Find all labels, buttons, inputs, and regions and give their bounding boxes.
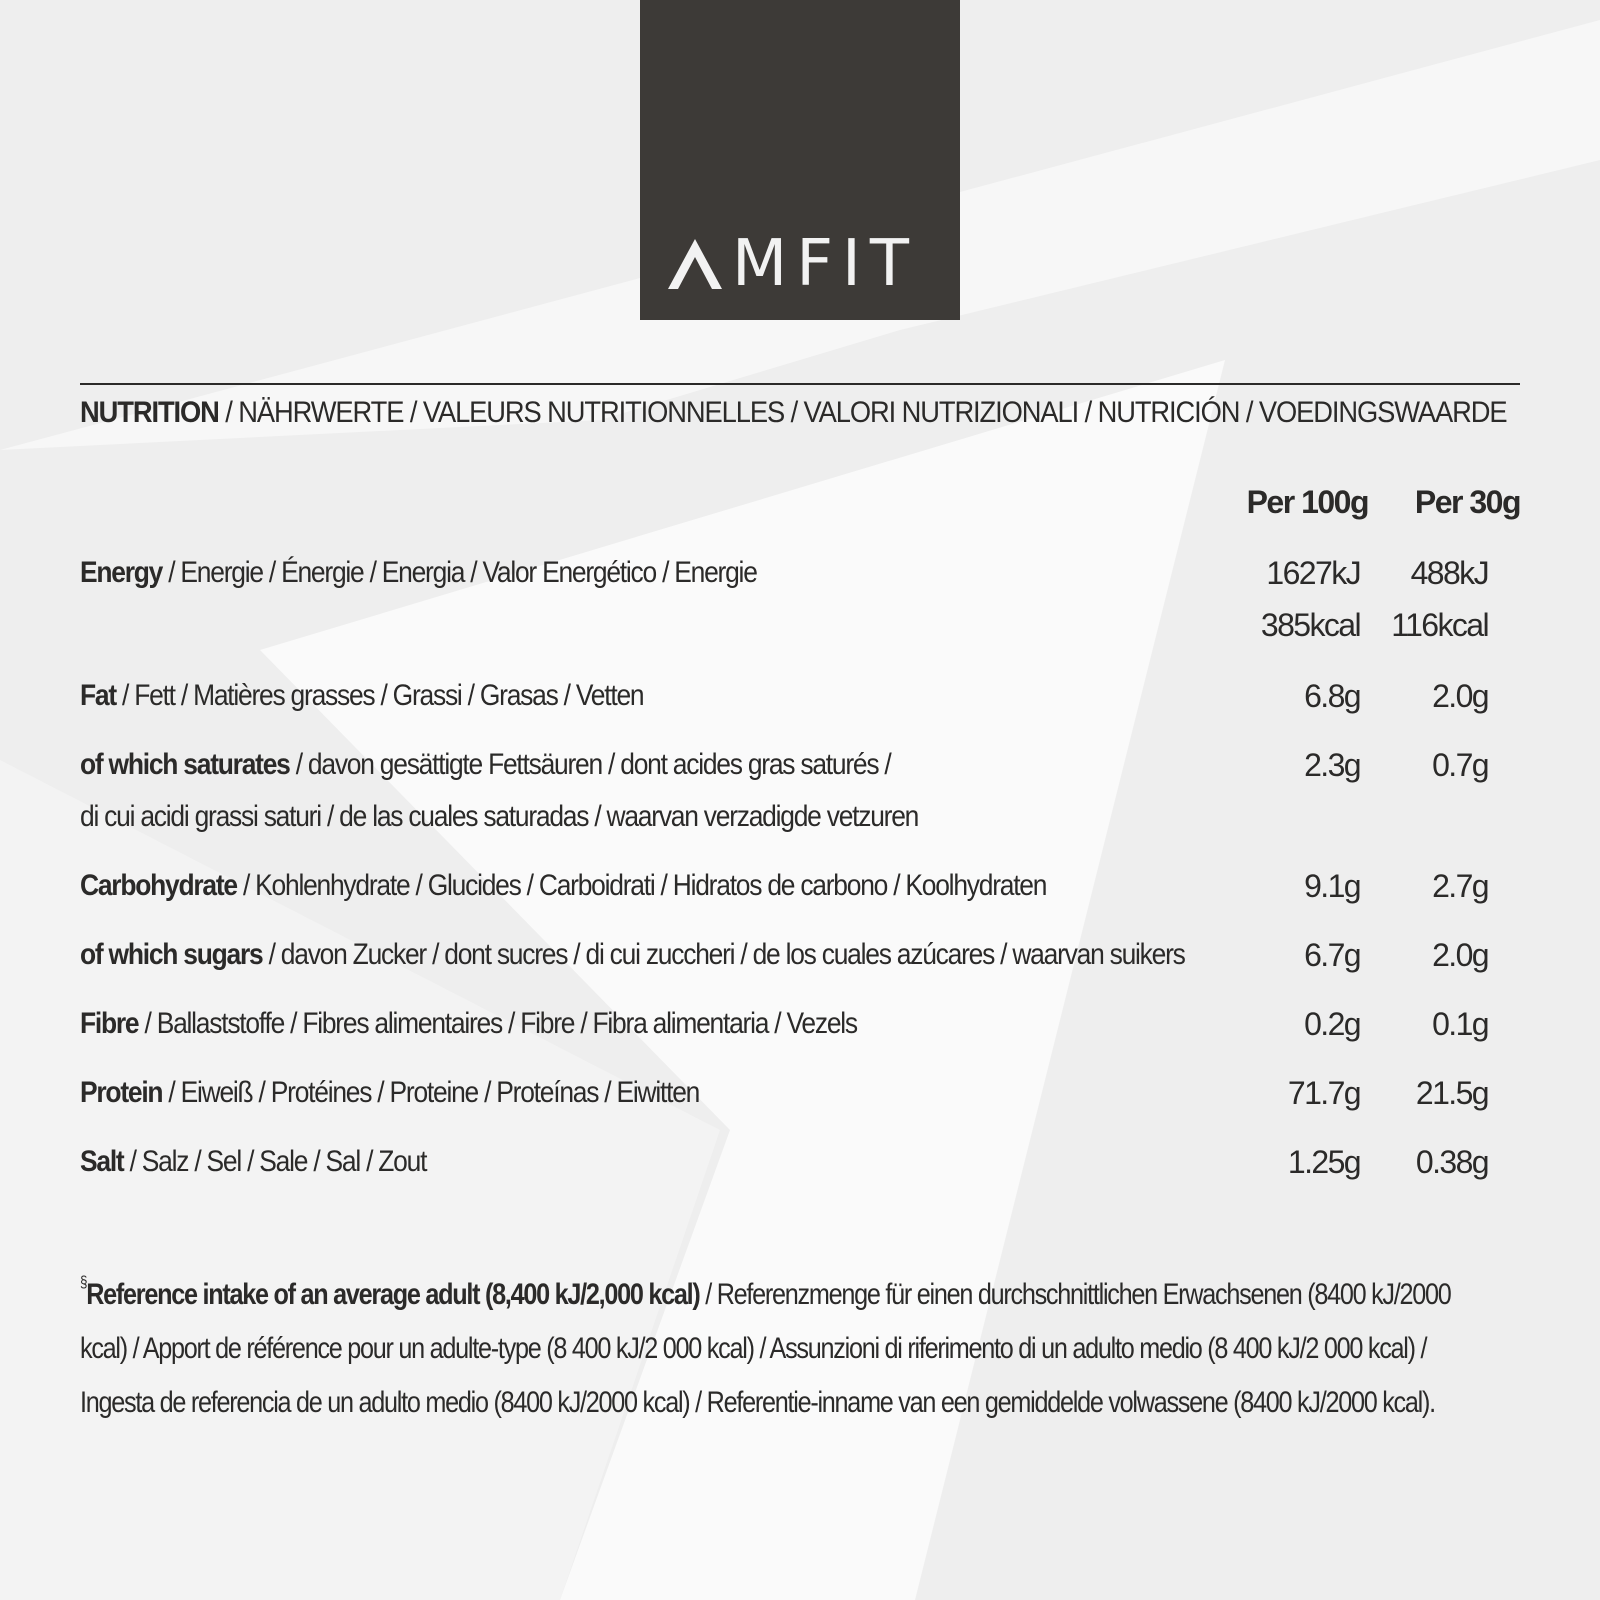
row-label: Protein / Eiweiß / Protéines / Proteine / Proteínas / Eiwitten [80, 1076, 700, 1109]
value-per30: 0.1g [1432, 1006, 1488, 1042]
delta-logo-icon [666, 235, 724, 293]
value-per30: 488kJ 116kcal [1391, 555, 1488, 643]
value-per30: 2.7g [1432, 868, 1488, 904]
title-bold: NUTRITION [80, 396, 219, 429]
value-per100: 1.25g [1287, 1144, 1360, 1180]
brand-name: MFIT [732, 227, 918, 301]
value-per100: 2.3g [1304, 747, 1360, 783]
value-per100: 0.2g [1304, 1006, 1360, 1042]
footnote-line-1: §Reference intake of an average adult (8,400 kJ/2,000 kcal) / Referenzmenge für einen durchschnittlichen Erwachsenen (8400 kJ/2000 [80, 1274, 1451, 1311]
row-label: of which saturates / davon gesättigte Fettsäuren / dont acides gras saturés / di cui acidi grassi saturi / de las cuales saturadas / waarvan verzadigde vetzuren [80, 748, 919, 833]
value-per30: 2.0g [1432, 678, 1488, 714]
row-label: Salt / Salz / Sel / Sale / Sal / Zout [80, 1145, 427, 1178]
value-per100: 9.1g [1304, 868, 1360, 904]
row-label: of which sugars / davon Zucker / dont sucres / di cui zuccheri / de los cuales azúcares / waarvan suikers [80, 938, 1185, 971]
value-per100: 6.7g [1304, 937, 1360, 973]
row-label: Carbohydrate / Kohlenhydrate / Glucides / Carboidrati / Hidratos de carbono / Koolhydraten [80, 869, 1047, 902]
footnote-line-2: kcal) / Apport de référence pour un adulte-type (8 400 kJ/2 000 kcal) / Assunzioni di riferimento di un adulto medio (8 400 kJ/2 000 kcal) / [80, 1332, 1427, 1365]
heading-rule [80, 383, 1520, 385]
value-per30: 2.0g [1432, 937, 1488, 973]
reference-intake-footnote [80, 1268, 1520, 1430]
value-per30: 21.5g [1415, 1075, 1488, 1111]
title-rest: / NÄHRWERTE / VALEURS NUTRITIONNELLES / VALORI NUTRIZIONALI / NUTRICIÓN / VOEDINGSWAARDE [218, 396, 1507, 429]
value-per30: 0.7g [1432, 747, 1488, 783]
footnote-line-3: Ingesta de referencia de un adulto medio (8400 kJ/2000 kcal) / Referentie-inname van een gemiddelde volwassene (8400 kJ/2000 kcal). [80, 1386, 1435, 1419]
row-label: Fat / Fett / Matières grasses / Grassi / Grasas / Vetten [80, 679, 644, 712]
footnote-mark: § [80, 1274, 87, 1291]
value-per100: 1627kJ 385kcal [1260, 555, 1360, 643]
row-label: Fibre / Ballaststoffe / Fibres alimentaires / Fibre / Fibra alimentaria / Vezels [80, 1007, 857, 1040]
brand-logo [666, 227, 918, 301]
value-per100: 71.7g [1287, 1075, 1360, 1111]
column-header-per100: Per 100g [1246, 484, 1368, 520]
row-label: Energy / Energie / Énergie / Energia / Valor Energético / Energie [80, 556, 757, 589]
value-per30: 0.38g [1415, 1144, 1488, 1180]
column-header-per30: Per 30g [1414, 484, 1520, 520]
page-title [80, 396, 1507, 430]
value-per100: 6.8g [1304, 678, 1360, 714]
